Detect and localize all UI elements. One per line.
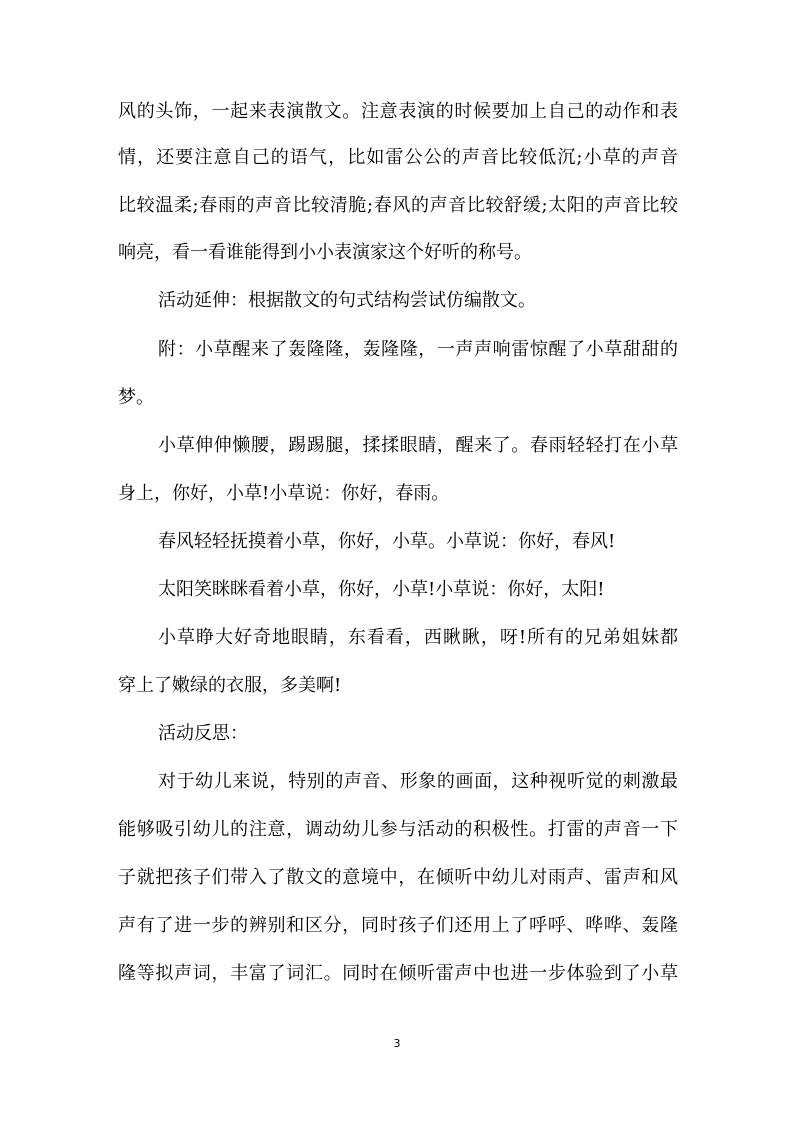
text-line-4: 响亮，看一看谁能得到小小表演家这个好听的称号。 [118, 242, 532, 263]
text-line-8: 小草伸伸懒腰，踢踢腿，揉揉眼睛，醒来了。春雨轻轻打在小草 [158, 435, 678, 456]
text-line-10: 春风轻轻抚摸着小草，你好，小草。小草说：你好，春风! [158, 531, 616, 552]
text-line-3: 比较温柔;春雨的声音比较清脆;春风的声音比较舒缓;太阳的声音比较 [118, 195, 678, 216]
text-line-19: 隆等拟声词，丰富了词汇。同时在倾听雷声中也进一步体验到了小草 [118, 963, 678, 984]
text-line-1: 风的头饰，一起来表演散文。注意表演的时候要加上自己的动作和表 [118, 101, 678, 122]
text-line-6: 附：小草醒来了轰隆隆，轰隆隆，一声声响雷惊醒了小草甜甜的 [158, 339, 678, 360]
text-line-17: 子就把孩子们带入了散文的意境中，在倾听中幼儿对雨声、雷声和风 [118, 867, 678, 888]
text-line-11: 太阳笑眯眯看着小草，你好，小草!小草说：你好，太阳! [158, 579, 605, 600]
page-number: 3 [393, 1037, 401, 1050]
text-line-13: 穿上了嫩绿的衣服，多美啊! [118, 675, 342, 696]
text-line-2: 情，还要注意自己的语气，比如雷公公的声音比较低沉;小草的声音 [118, 147, 678, 168]
text-line-18: 声有了进一步的辨别和区分，同时孩子们还用上了呼呼、哗哗、轰隆 [118, 915, 678, 936]
text-line-16: 能够吸引幼儿的注意，调动幼儿参与活动的积极性。打雷的声音一下 [118, 819, 678, 840]
text-line-12: 小草睁大好奇地眼睛，东看看，西瞅瞅，呀!所有的兄弟姐妹都 [158, 627, 678, 648]
text-line-9: 身上，你好，小草!小草说：你好，春雨。 [118, 483, 450, 504]
text-line-7: 梦。 [118, 387, 154, 408]
text-line-15: 对于幼儿来说，特别的声音、形象的画面，这种视听觉的刺激最 [158, 771, 678, 792]
text-line-5: 活动延伸：根据散文的句式结构尝试仿编散文。 [158, 290, 536, 311]
text-line-14: 活动反思： [158, 723, 248, 744]
